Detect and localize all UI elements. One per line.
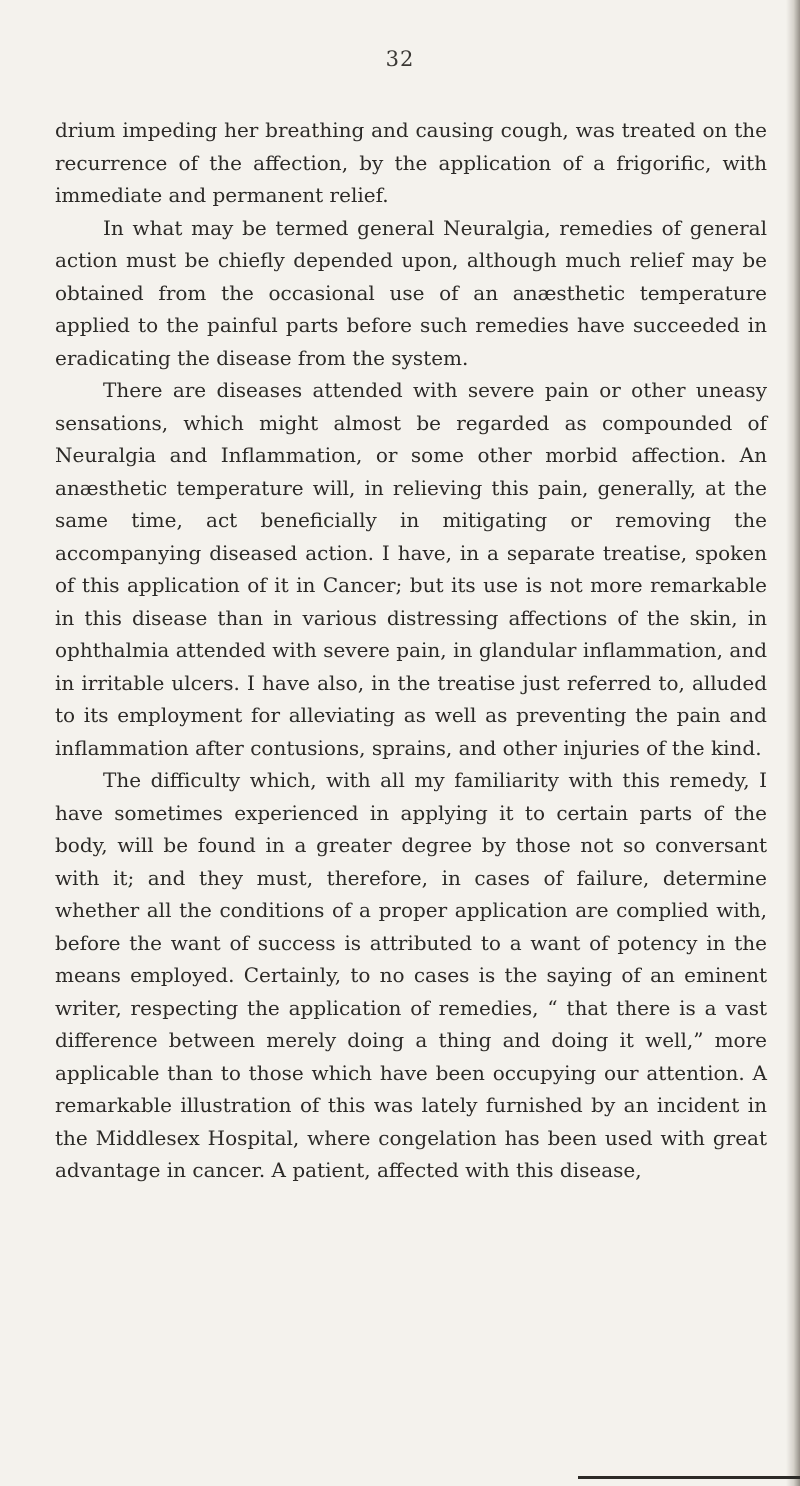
paragraph-difficulty: The difficulty which, with all my familiarity with this remedy, I have sometimes experienced in applying it to certain parts of the body, will be found in a greater degree by those not so conversant with it; and they must, therefore, in cases of failure, determine whether all the conditions of a proper application are complied with, before the want of success is attributed to a want of potency in the means employed. Certainly, to no cases is the saying of an eminent writer, respecting the application of remedies, “ that there is a vast difference between merely doing a thing and doing it well,” more applicable than to those which have been occupying our attention. A remarkable illustration of this was lately furnished by an incident in the Middlesex Hospital, where congelation has been used with great advantage in cancer. A patient, affected with this disease, xyxy=(55,768,767,1182)
paragraph-neuralgia: In what may be termed general Neuralgia, remedies of general action must be chiefly depended upon, although much relief may be obtained from the occasional use of an anæsthetic temperature applied to the painful parts before such remedies have succeeded in eradicating the disease from the system. xyxy=(55,215,767,370)
paragraph-continuation: drium impeding her breathing and causing cough, was treated on the recurrence of the affection, by the application of a frigorific, with immediate and permanent relief. xyxy=(55,118,767,207)
page-edge-shadow xyxy=(786,0,800,1486)
bottom-rule xyxy=(578,1476,800,1479)
body-text xyxy=(55,114,767,1187)
page-number: 32 xyxy=(385,47,415,71)
paragraph-diseases: There are diseases attended with severe pain or other uneasy sensations, which might almost be regarded as compounded of Neuralgia and Inflammation, or some other morbid affection. An anæsthetic temperature will, in relieving this pain, generally, at the same time, act beneficially in mitigating or removing the accompanying diseased action. I have, in a separate treatise, spoken of this application of it in Cancer; but its use is not more remarkable in this disease than in various distressing affections of the skin, in ophthalmia attended with severe pain, in glandular inflammation, and in irritable ulcers. I have also, in the treatise just referred to, alluded to its employment for alleviating as well as preventing the pain and inflammation after contusions, sprains, and other injuries of the kind. xyxy=(55,378,767,760)
